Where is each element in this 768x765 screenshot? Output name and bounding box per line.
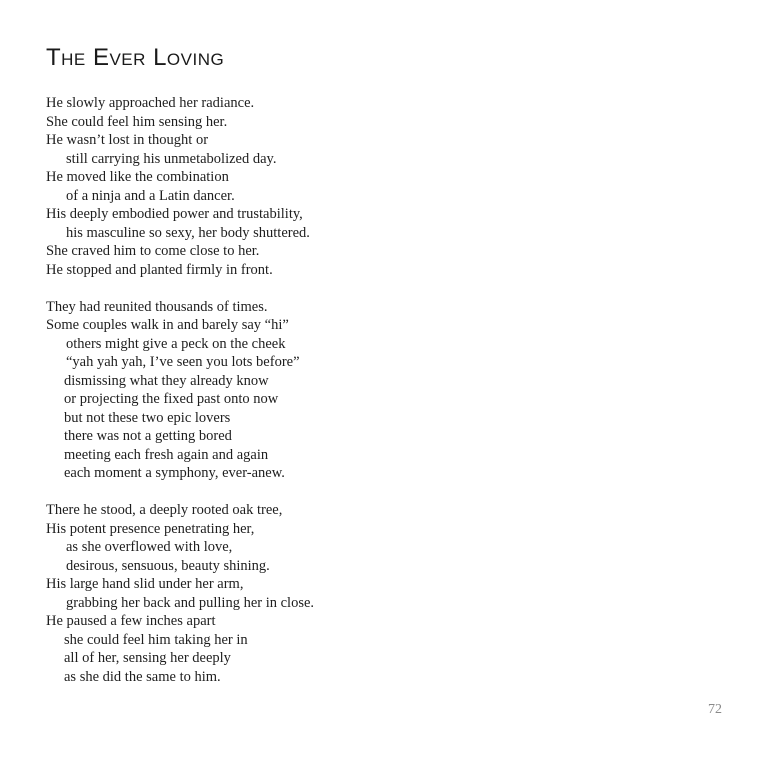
poem-line: She craved him to come close to her. — [46, 243, 260, 259]
poem-body — [46, 94, 646, 705]
poem-line: there was not a getting bored — [64, 428, 232, 444]
poem-line: of a ninja and a Latin dancer. — [66, 187, 235, 204]
poem-line: Some couples walk in and barely say “hi” — [46, 317, 289, 333]
poem-line: dismissing what they already know — [64, 372, 269, 389]
stanza — [46, 298, 646, 483]
poem-line: He paused a few inches apart — [46, 613, 216, 629]
poem-line: or projecting the fixed past onto now — [64, 391, 279, 407]
stanza — [46, 501, 646, 686]
poem-line: He slowly approached her radiance. — [46, 95, 255, 111]
poem-line: He moved like the combination — [46, 169, 229, 185]
poem-line: meeting each fresh again and again — [64, 446, 269, 463]
page-number: 72 — [708, 702, 722, 717]
poem-line: desirous, sensuous, beauty shining. — [66, 557, 270, 574]
poem-line: each moment a symphony, ever-anew. — [64, 465, 285, 481]
poem-line: others might give a peck on the cheek — [66, 335, 286, 352]
poem-line: but not these two epic lovers — [64, 409, 231, 426]
poem-line: grabbing her back and pulling her in close. — [66, 594, 315, 611]
poem-line: She could feel him sensing her. — [46, 113, 228, 130]
poem-line: His large hand slid under her arm, — [46, 576, 244, 592]
poem-line: He wasn’t lost in thought or — [46, 132, 209, 148]
poem-line: “yah yah yah, I’ve seen you lots before” — [66, 354, 300, 370]
poem-title: The Ever Loving — [46, 44, 225, 71]
poem-line: His potent presence penetrating her, — [46, 520, 255, 537]
poem-line: as she overflowed with love, — [66, 539, 233, 555]
poem-line: his masculine so sexy, her body shuttered. — [66, 224, 310, 241]
poem-line: They had reunited thousands of times. — [46, 298, 268, 315]
stanza — [46, 94, 646, 279]
poem-line: still carrying his unmetabolized day. — [66, 150, 277, 167]
poem-line: There he stood, a deeply rooted oak tree, — [46, 502, 283, 518]
poem-line: He stopped and planted firmly in front. — [46, 261, 273, 278]
poem-line: His deeply embodied power and trustability, — [46, 206, 303, 222]
poem-line: she could feel him taking her in — [64, 631, 248, 648]
poem-line: as she did the same to him. — [64, 668, 221, 685]
poem-line: all of her, sensing her deeply — [64, 650, 231, 666]
